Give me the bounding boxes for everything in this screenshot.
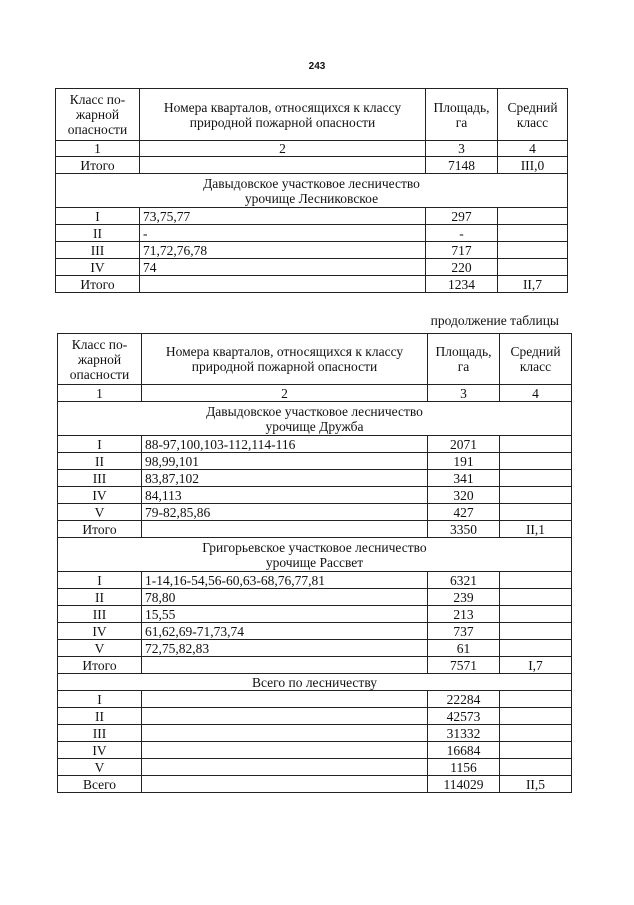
table-header-row: [58, 334, 572, 385]
header-avg-class: Средний класс: [498, 89, 568, 141]
page-number: 243: [308, 61, 326, 72]
table-row: I 73,75,77 297: [56, 208, 568, 225]
table-row: III 83,87,102 341: [58, 470, 572, 487]
table-row: IV 16684: [58, 742, 572, 759]
table-header-row: [56, 89, 568, 141]
table-row: IV 74 220: [56, 259, 568, 276]
table-row: V 72,75,82,83 61: [58, 640, 572, 657]
table-row: I 1-14,16-54,56-60,63-68,76,77,81 6321: [58, 572, 572, 589]
header-area: Площадь, га: [428, 334, 500, 385]
table-row: II 78,80 239: [58, 589, 572, 606]
fire-class-table-2: [57, 333, 572, 793]
fire-class-table-1: [55, 88, 568, 293]
table-row: III 31332: [58, 725, 572, 742]
table-row: II - -: [56, 225, 568, 242]
header-quarters: Номера кварталов, относящихся к классу природной пожарной опасности: [142, 334, 428, 385]
col-num-3: 3: [426, 141, 498, 157]
section-heading: Давыдовское участковое лесничество урочище Дружба: [58, 402, 572, 436]
total-row: Итого 1234 II,7: [56, 276, 568, 293]
table-row: V 1156: [58, 759, 572, 776]
table-row: III 15,55 213: [58, 606, 572, 623]
column-numbers-row: [56, 141, 568, 157]
col-num-2: 2: [140, 141, 426, 157]
table-row: II 98,99,101 191: [58, 453, 572, 470]
col-num-4: 4: [498, 141, 568, 157]
section-heading: Всего по лесничеству: [58, 674, 572, 691]
table-row: V 79-82,85,86 427: [58, 504, 572, 521]
total-row: Итого 3350 II,1: [58, 521, 572, 538]
header-class: Класс по- жарной опасности: [56, 89, 140, 141]
table-row: I 88-97,100,103-112,114-116 2071: [58, 436, 572, 453]
header-area: Площадь, га: [426, 89, 498, 141]
table-row: IV 61,62,69-71,73,74 737: [58, 623, 572, 640]
header-avg-class: Средний класс: [500, 334, 572, 385]
section-heading: Григорьевское участковое лесничество урочище Рассвет: [58, 538, 572, 572]
header-class: Класс по- жарной опасности: [58, 334, 142, 385]
section-heading: Давыдовское участковое лесничество урочище Лесниковское: [56, 174, 568, 208]
total-row: Итого 7571 I,7: [58, 657, 572, 674]
table-row: I 22284: [58, 691, 572, 708]
table-row: II 42573: [58, 708, 572, 725]
grand-total-row: Всего 114029 II,5: [58, 776, 572, 793]
table-row: III 71,72,76,78 717: [56, 242, 568, 259]
continuation-label: продолжение таблицы: [430, 313, 559, 328]
column-numbers-row: 1 2 3 4: [58, 385, 572, 402]
header-quarters: Номера кварталов, относящихся к классу природной пожарной опасности: [140, 89, 426, 141]
col-num-1: 1: [56, 141, 140, 157]
table-row: IV 84,113 320: [58, 487, 572, 504]
total-row: Итого 7148 III,0: [56, 157, 568, 174]
